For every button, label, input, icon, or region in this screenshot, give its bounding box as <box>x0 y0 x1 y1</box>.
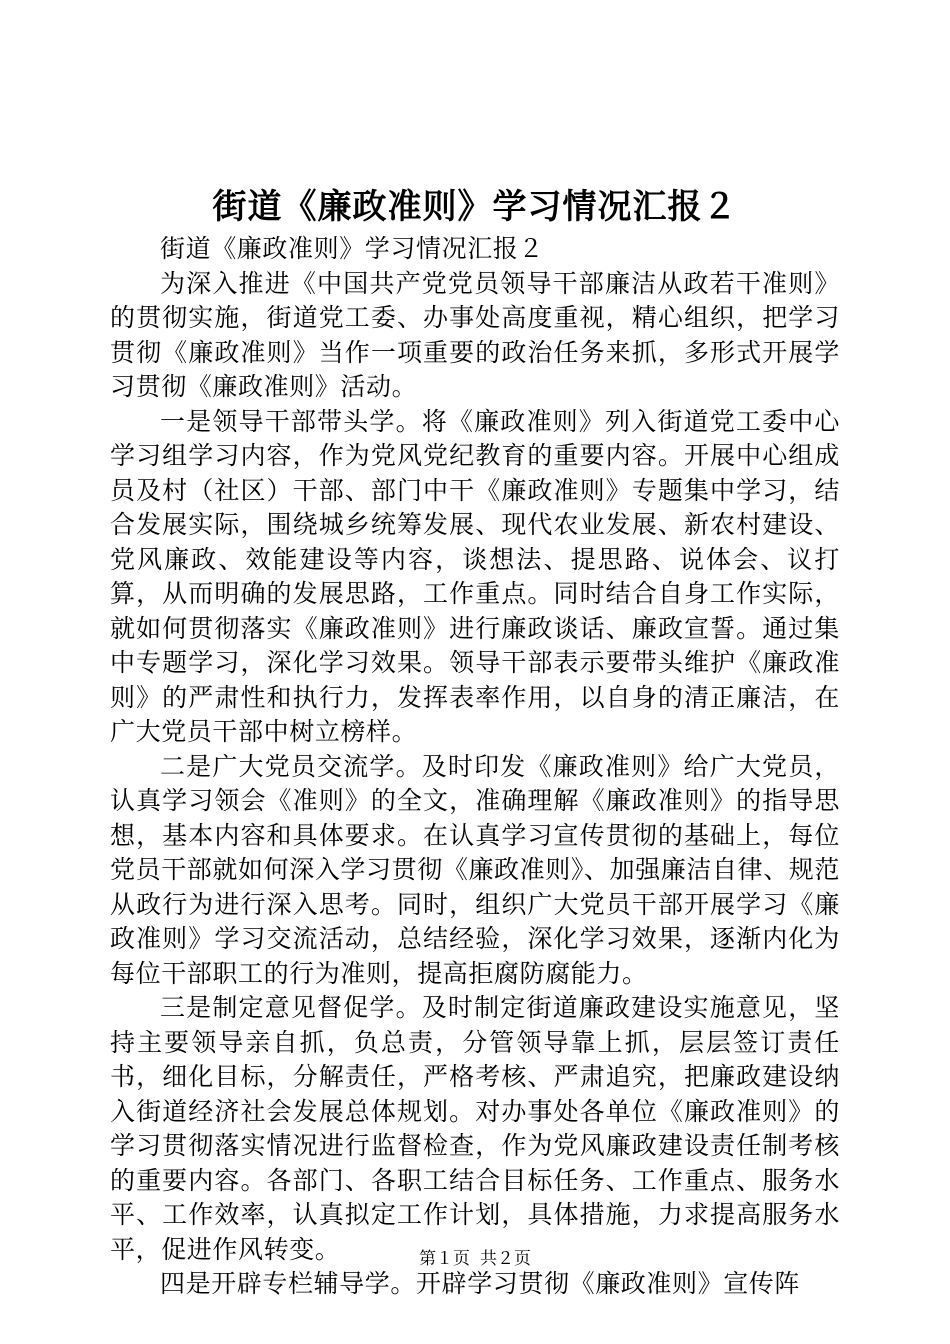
document-body <box>110 232 840 1302</box>
section-2-paragraph: 二是广大党员交流学。及时印发《廉政准则》给广大党员，认真学习领会《准则》的全文，准确理解《廉政准则》的指导思想，基本内容和具体要求。在认真学习宣传贯彻的基础上，每位党员干部就如何深入学习贯彻《廉政准则》、加强廉洁自律、规范从政行为进行深入思考。同时，组织广大党员干部开展学习《廉政准则》学习交流活动，总结经验，深化学习效果，逐渐内化为每位干部职工的行为准则，提高拒腐防腐能力。 <box>110 751 840 988</box>
section-4-paragraph: 四是开辟专栏辅导学。开辟学习贯彻《廉政准则》宣传阵 <box>160 1269 801 1298</box>
section-1-paragraph: 一是领导干部带头学。将《廉政准则》列入街道党工委中心学习组学习内容，作为党风党纪教育的重要内容。开展中心组成员及村（社区）干部、部门中干《廉政准则》专题集中学习，结合发展实际，围绕城乡统筹发展、现代农业发展、新农村建设、党风廉政、效能建设等内容，谈想法、提思路、说体会、议打算，从而明确的发展思路，工作重点。同时结合自身工作实际，就如何贯彻落实《廉政准则》进行廉政谈话、廉政宣誓。通过集中专题学习，深化学习效果。领导干部表示要带头维护《廉政准则》的严肃性和执行力，发挥表率作用，以自身的清正廉洁，在广大党员干部中树立榜样。 <box>110 406 840 746</box>
intro-paragraph: 为深入推进《中国共产党党员领导干部廉洁从政若干准则》的贯彻实施，街道党工委、办事处高度重视，精心组织，把学习贯彻《廉政准则》当作一项重要的政治任务来抓，多形式开展学习贯彻《廉政准则》活动。 <box>110 268 840 401</box>
section-3-paragraph: 三是制定意见督促学。及时制定街道廉政建设实施意见，坚持主要领导亲自抓，负总责，分管领导靠上抓，层层签订责任书，细化目标，分解责任，严格考核、严肃追究，把廉政建设纳入街道经济社会发展总体规划。对办事处各单位《廉政准则》的学习贯彻落实情况进行监督检查，作为党风廉政建设责任制考核的重要内容。各部门、各职工结合目标任务、工作重点、服务水平、工作效率，认真拟定工作计划，具体措施，力求提高服务水平，促进作风转变。 <box>110 993 840 1264</box>
page-number: 第１页 <box>419 1249 470 1269</box>
document-title: 街道《廉政准则》学习情况汇报２ <box>212 187 738 227</box>
page-footer <box>0 1247 950 1271</box>
page-total: 共２页 <box>480 1249 531 1269</box>
subtitle-paragraph: 街道《廉政准则》学习情况汇报２ <box>160 234 545 263</box>
